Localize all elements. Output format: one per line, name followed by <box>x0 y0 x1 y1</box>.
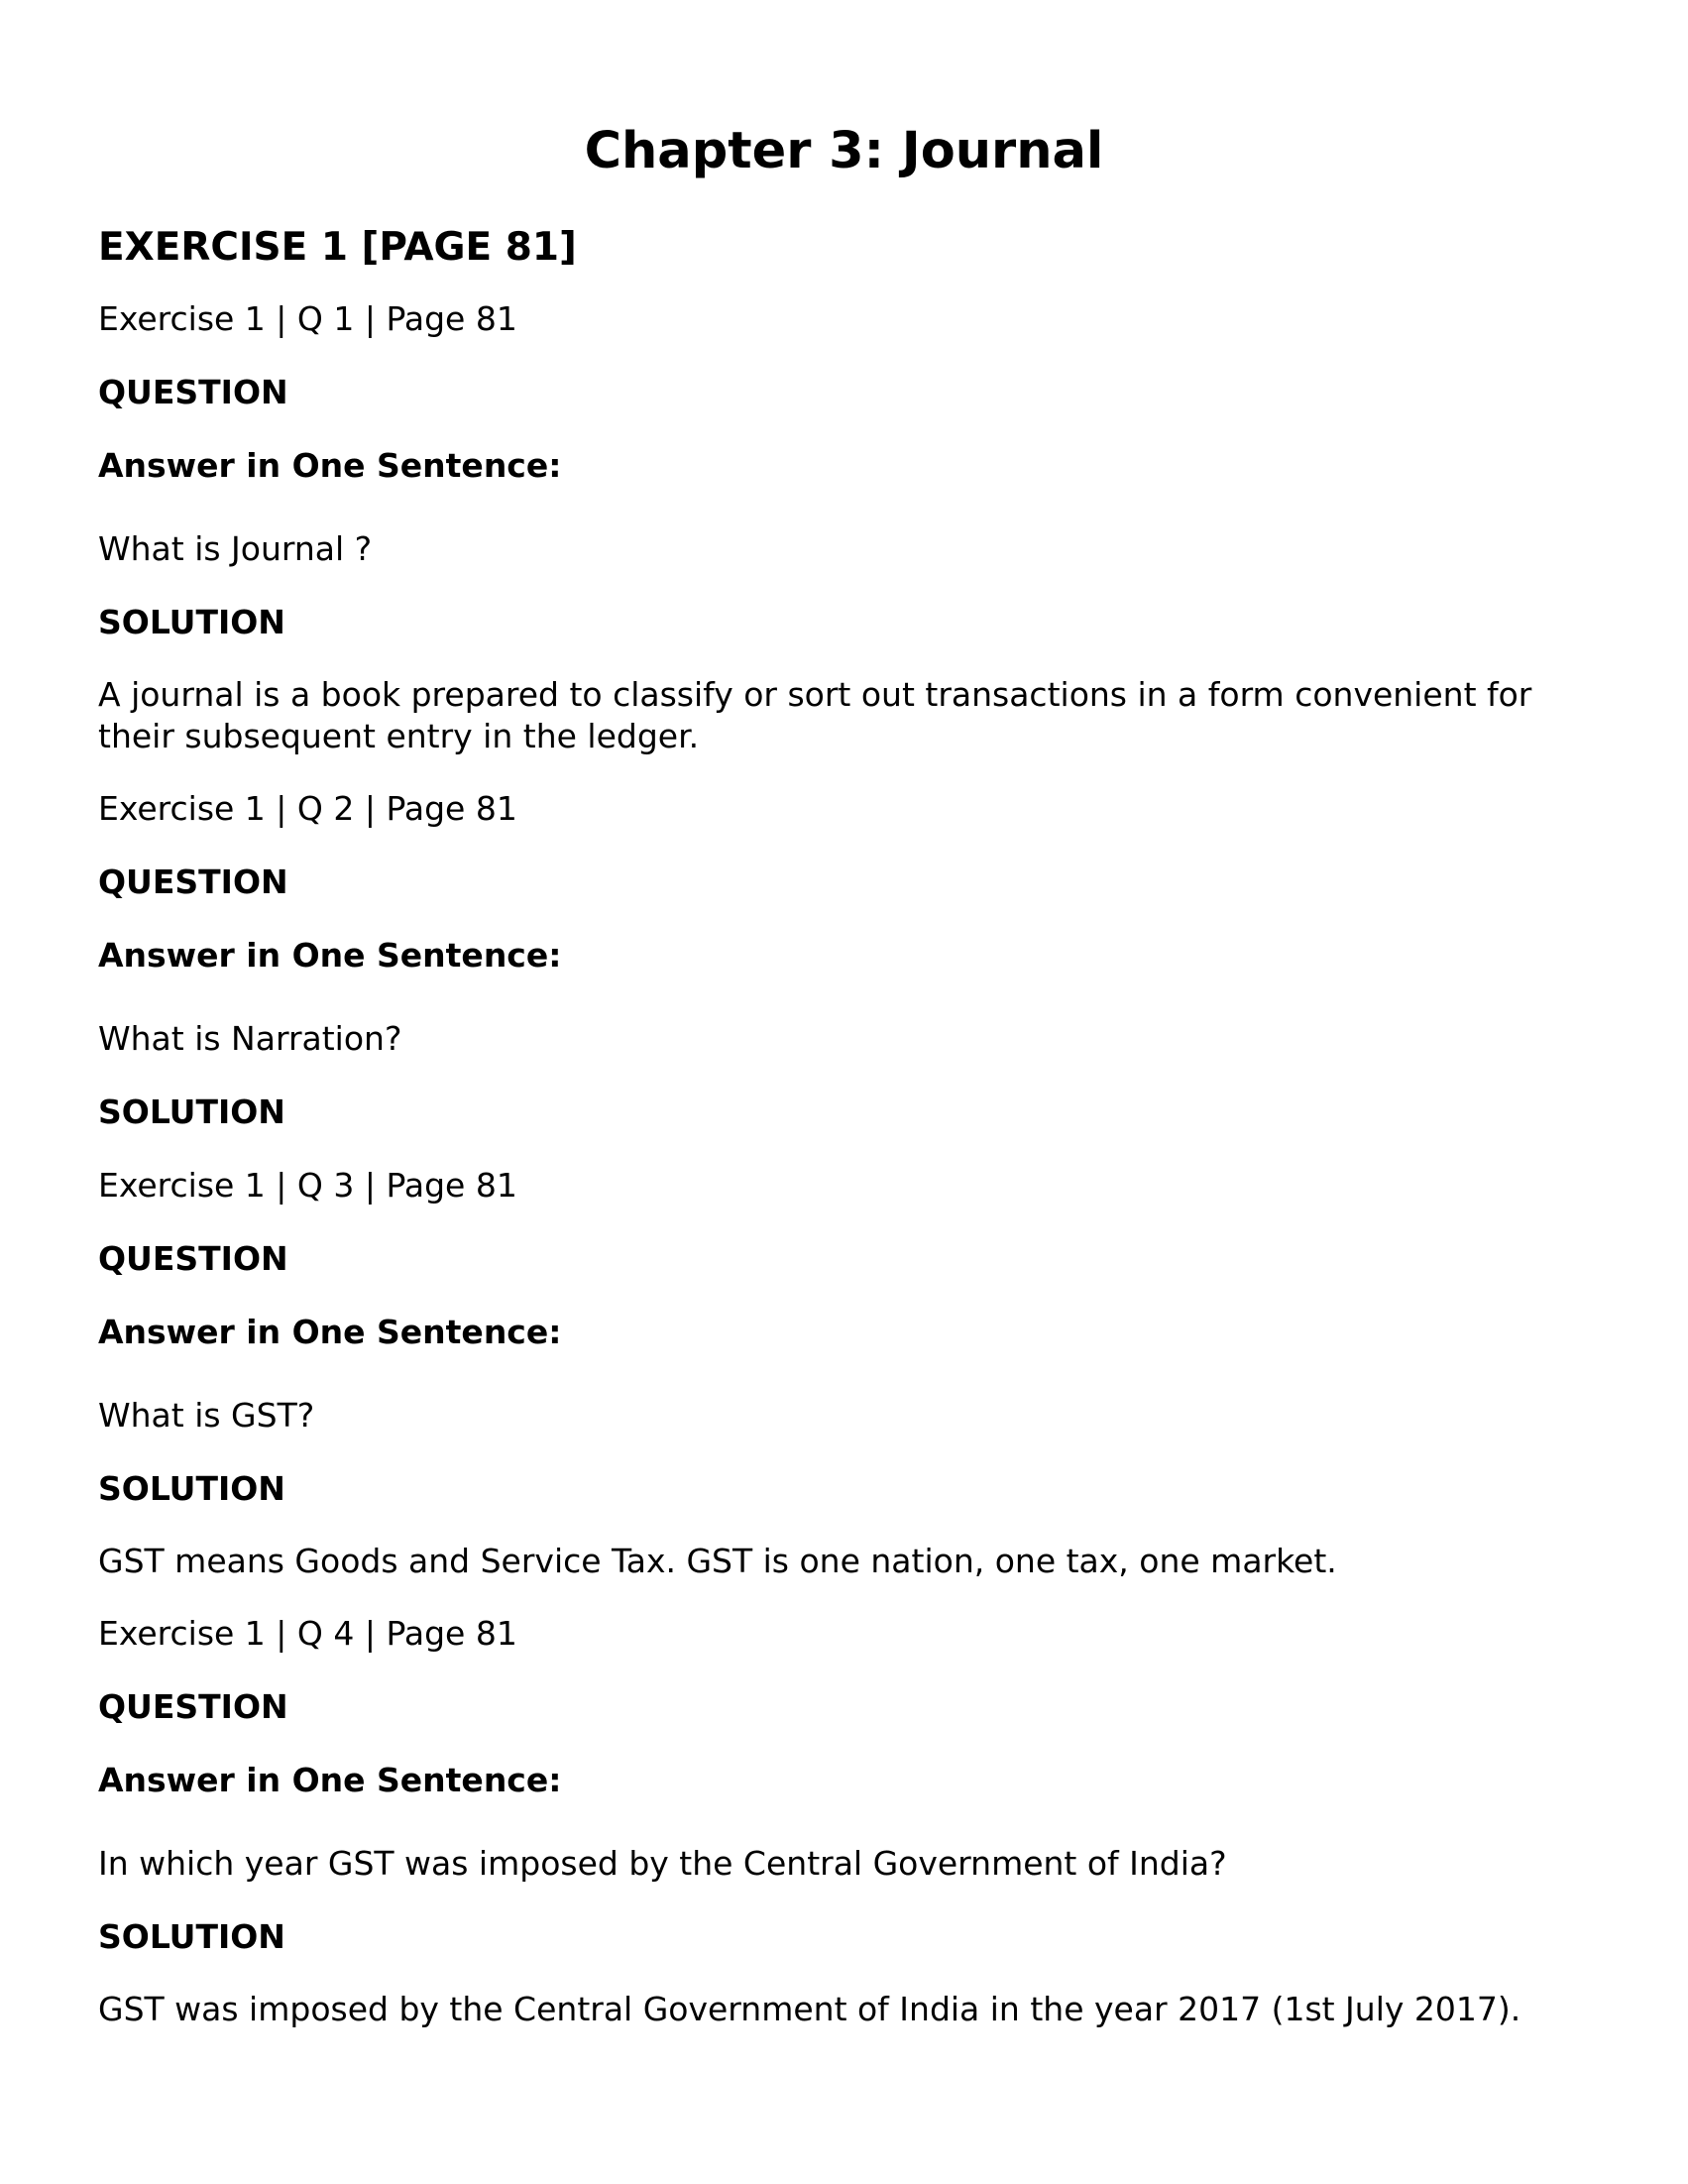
solution-text: GST means Goods and Service Tax. GST is one nation, one tax, one market. <box>98 1542 1337 1580</box>
solution-label: SOLUTION <box>98 1469 285 1508</box>
question-instruction: Answer in One Sentence: <box>98 1761 562 1799</box>
solution-label: SOLUTION <box>98 1092 285 1131</box>
document-content <box>98 220 1595 2060</box>
question-label: QUESTION <box>98 862 288 901</box>
question-reference: Exercise 1 | Q 1 | Page 81 <box>98 299 517 338</box>
solution-text: GST was imposed by the Central Government of India in the year 2017 (1st July 2017). <box>98 1990 1521 2028</box>
exercise-heading: EXERCISE 1 [PAGE 81] <box>98 225 577 270</box>
question-reference: Exercise 1 | Q 2 | Page 81 <box>98 789 517 828</box>
solution-text: A journal is a book prepared to classify or sort out transactions in a form convenient for their subsequent entry in the ledger. <box>98 675 1532 755</box>
chapter-title: Chapter 3: Journal <box>584 122 1104 180</box>
question-label: QUESTION <box>98 373 288 411</box>
question-text: What is Journal ? <box>98 529 373 568</box>
question-text: What is Narration? <box>98 1019 402 1058</box>
question-label: QUESTION <box>98 1687 288 1726</box>
solution-label: SOLUTION <box>98 603 285 641</box>
question-block-2 <box>98 787 1595 1134</box>
question-label: QUESTION <box>98 1239 288 1278</box>
question-instruction: Answer in One Sentence: <box>98 936 562 975</box>
question-block-3 <box>98 1164 1595 1582</box>
question-text: What is GST? <box>98 1396 315 1435</box>
question-instruction: Answer in One Sentence: <box>98 1313 562 1351</box>
question-reference: Exercise 1 | Q 4 | Page 81 <box>98 1614 517 1653</box>
question-instruction: Answer in One Sentence: <box>98 446 562 485</box>
question-text: In which year GST was imposed by the Central Government of India? <box>98 1844 1227 1883</box>
solution-label: SOLUTION <box>98 1917 285 1956</box>
question-reference: Exercise 1 | Q 3 | Page 81 <box>98 1166 517 1205</box>
question-block-4 <box>98 1612 1595 2030</box>
question-block-1 <box>98 297 1595 757</box>
